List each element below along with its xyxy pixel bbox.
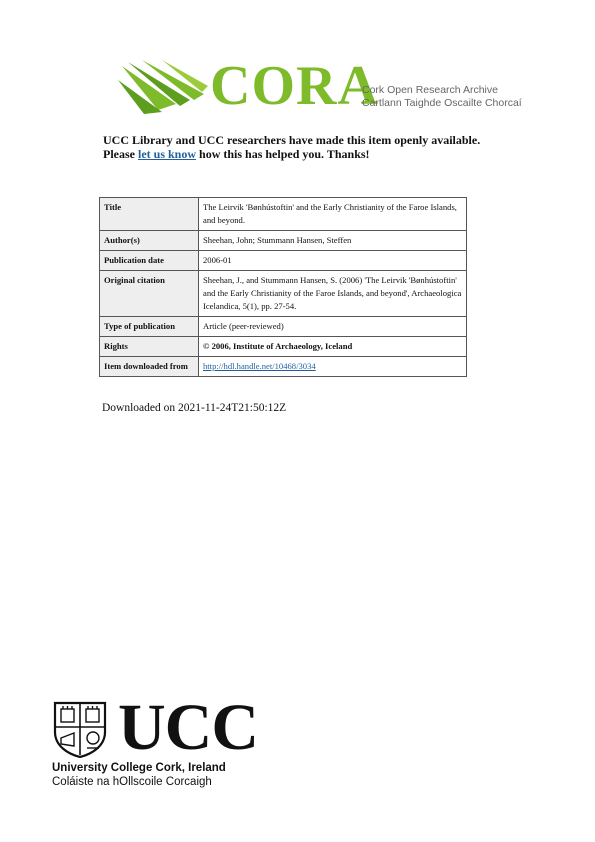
cora-wordmark: CORA xyxy=(210,55,379,117)
notice-line-2 xyxy=(103,147,503,161)
original-citation-label: Original citation xyxy=(100,271,199,317)
authors-value: Sheehan, John; Stummann Hansen, Steffen xyxy=(199,231,467,251)
ucc-logo xyxy=(52,691,272,795)
type-of-publication-value: Article (peer-reviewed) xyxy=(199,317,467,337)
handle-link[interactable]: http://hdl.handle.net/10468/3034 xyxy=(203,361,316,371)
rights-value: © 2006, Institute of Archaeology, Iceland xyxy=(199,337,467,357)
ucc-crest-icon xyxy=(52,700,108,758)
ucc-irish-name: Coláiste na hOllscoile Corcaigh xyxy=(52,776,212,788)
table-row xyxy=(100,357,467,377)
title-label: Title xyxy=(100,198,199,231)
let-us-know-link[interactable]: let us know xyxy=(138,147,197,161)
publication-date-value: 2006-01 xyxy=(199,251,467,271)
cora-logo xyxy=(118,55,522,117)
notice-line-2-before: Please xyxy=(103,147,138,161)
availability-notice xyxy=(103,133,503,161)
table-row xyxy=(100,251,467,271)
notice-line-2-after: how this has helped you. Thanks! xyxy=(196,147,370,161)
cora-leaf-icon xyxy=(118,60,210,116)
table-row xyxy=(100,337,467,357)
cora-english-name: Cork Open Research Archive xyxy=(362,84,498,96)
rights-label: Rights xyxy=(100,337,199,357)
authors-label: Author(s) xyxy=(100,231,199,251)
table-row xyxy=(100,231,467,251)
table-row xyxy=(100,317,467,337)
publication-date-label: Publication date xyxy=(100,251,199,271)
item-downloaded-from-value xyxy=(199,357,467,377)
type-of-publication-label: Type of publication xyxy=(100,317,199,337)
ucc-english-name: University College Cork, Ireland xyxy=(52,762,226,774)
table-row xyxy=(100,198,467,231)
table-row xyxy=(100,271,467,317)
item-downloaded-from-label: Item downloaded from xyxy=(100,357,199,377)
item-record-table xyxy=(99,197,467,377)
original-citation-value: Sheehan, J., and Stummann Hansen, S. (2006) 'The Leirvik 'Bønhústoftin' and the Early Christianity of the Faroe Islands, and beyond', Archaeologica Icelandica, 5(1), pp. 27-54. xyxy=(199,271,467,317)
cora-irish-name: Cartlann Taighde Oscailte Chorcaí xyxy=(362,97,522,109)
ucc-wordmark: UCC xyxy=(118,691,258,764)
downloaded-timestamp: Downloaded on 2021-11-24T21:50:12Z xyxy=(102,402,287,414)
notice-line-1: UCC Library and UCC researchers have made this item openly available. xyxy=(103,133,481,147)
title-value: The Leirvik 'Bønhústoftin' and the Early Christianity of the Faroe Islands, and beyond. xyxy=(199,198,467,231)
